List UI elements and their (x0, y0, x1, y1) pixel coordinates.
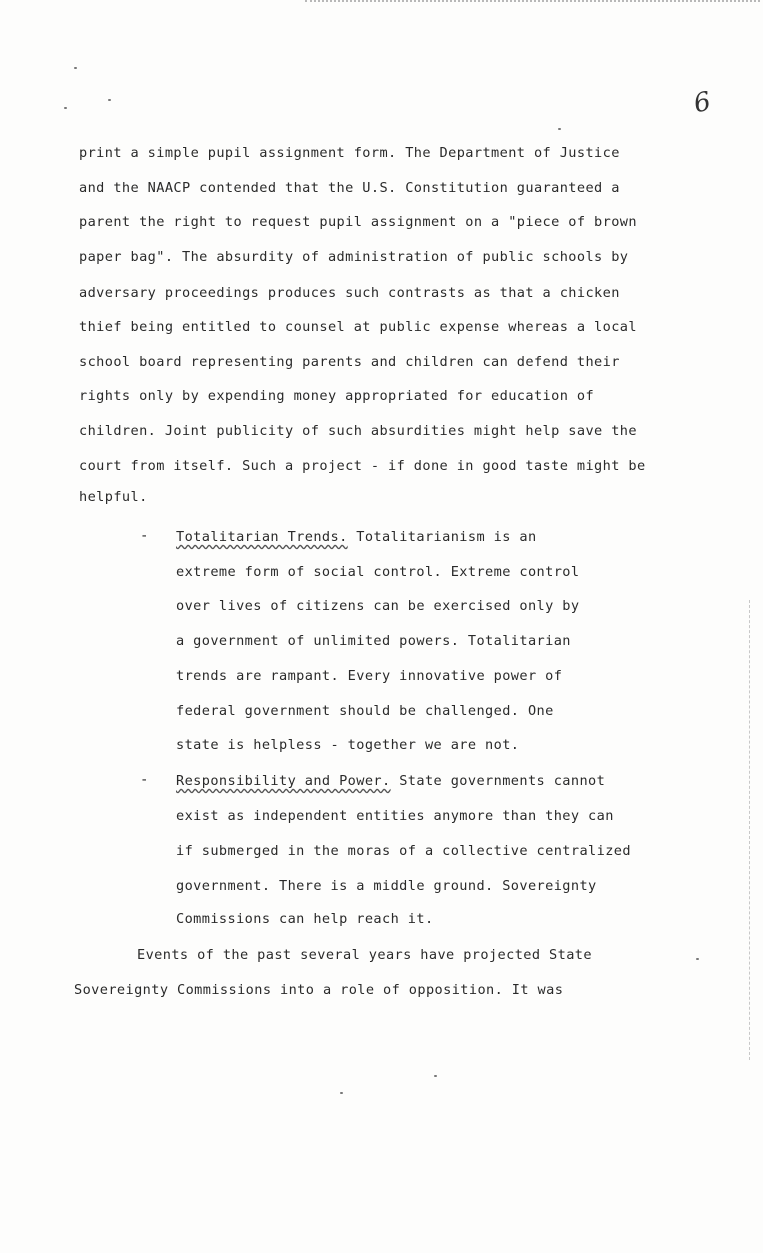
body-line: print a simple pupil assignment form. The Department of Justice (79, 145, 620, 161)
list-item-line: exist as independent entities anymore than they can (176, 808, 614, 824)
right-edge-scan-mark (749, 600, 752, 1060)
list-item-line: if submerged in the moras of a collective centralized (176, 843, 631, 859)
list-item-line: over lives of citizens can be exercised only by (176, 598, 580, 614)
scan-speck (340, 1092, 343, 1094)
scan-speck (696, 958, 699, 960)
body-line: Sovereignty Commissions into a role of opposition. It was (74, 982, 564, 998)
list-item-text: Totalitarianism is an (347, 529, 537, 545)
section-heading: Responsibility and Power. (176, 773, 391, 789)
page-number: 6 (691, 86, 714, 120)
scan-speck (558, 128, 561, 130)
list-item-line: Commissions can help reach it. (176, 911, 434, 927)
body-line: rights only by expending money appropriated for education of (79, 388, 595, 404)
scan-speck (434, 1075, 437, 1077)
scan-speck (64, 107, 67, 109)
section-heading: Totalitarian Trends. (176, 529, 348, 545)
body-line: and the NAACP contended that the U.S. Constitution guaranteed a (79, 180, 620, 196)
list-item-first-line (176, 529, 537, 545)
list-item-first-line (176, 773, 605, 789)
body-line: children. Joint publicity of such absurdities might help save the (79, 423, 637, 439)
list-item-line: a government of unlimited powers. Totalitarian (176, 633, 571, 649)
body-line: paper bag". The absurdity of administration of public schools by (79, 249, 629, 265)
list-dash: - (140, 528, 149, 544)
list-item-text: State governments cannot (390, 773, 606, 789)
list-item-line: extreme form of social control. Extreme control (176, 564, 580, 580)
scan-speck (74, 67, 77, 69)
list-item-line: trends are rampant. Every innovative power of (176, 668, 563, 684)
top-edge-scan-mark (305, 0, 760, 4)
body-line: parent the right to request pupil assignment on a "piece of brown (79, 214, 637, 230)
list-dash: - (140, 772, 149, 788)
list-item-line: state is helpless - together we are not. (176, 737, 520, 753)
list-item-line: federal government should be challenged. One (176, 703, 554, 719)
body-line: adversary proceedings produces such contrasts as that a chicken (79, 285, 620, 301)
body-line: court from itself. Such a project - if done in good taste might be (79, 458, 646, 474)
body-line: helpful. (79, 489, 148, 505)
body-line: thief being entitled to counsel at public expense whereas a local (79, 319, 637, 335)
body-line: Events of the past several years have projected State (137, 947, 592, 963)
scan-speck (108, 99, 111, 101)
body-line: school board representing parents and children can defend their (79, 354, 620, 370)
list-item-line: government. There is a middle ground. Sovereignty (176, 878, 597, 894)
